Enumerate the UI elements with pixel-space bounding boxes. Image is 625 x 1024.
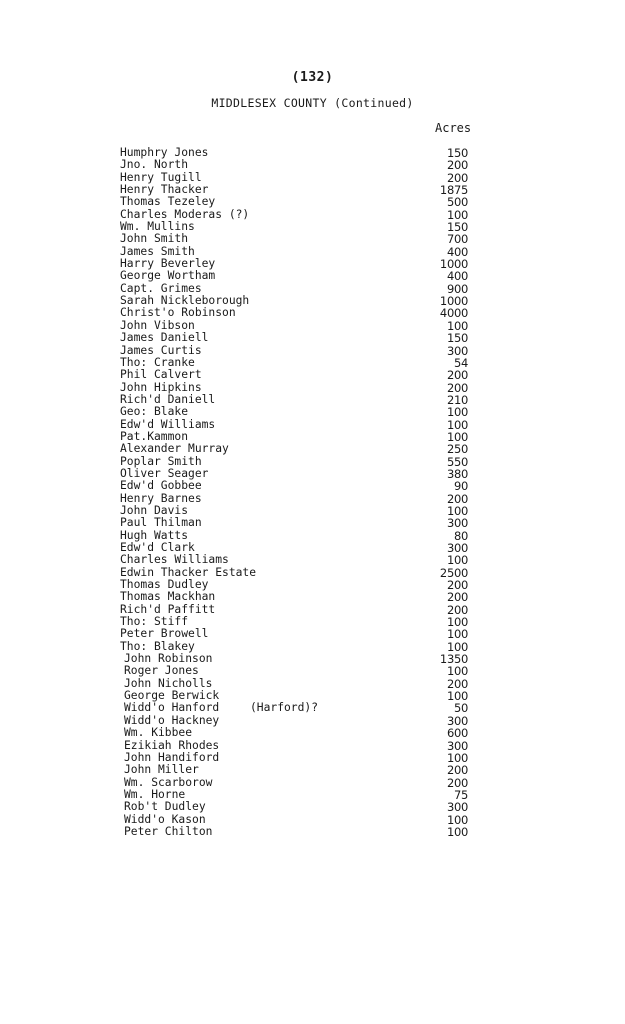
list-item xyxy=(0,789,625,801)
acreage-value: 100 xyxy=(446,553,468,568)
list-item xyxy=(0,517,625,529)
list-item xyxy=(0,591,625,603)
acreage-value: 300 xyxy=(446,800,468,815)
landholder-name: Widd'o Hanford xyxy=(124,701,220,715)
landholder-name: James Daniell xyxy=(120,331,209,345)
acreage-value: 500 xyxy=(446,195,468,210)
acreage-value: 300 xyxy=(446,541,468,555)
list-item xyxy=(0,715,625,727)
list-item xyxy=(0,777,625,789)
entry-note: (Harford)? xyxy=(250,701,319,715)
list-item xyxy=(0,567,625,579)
list-item xyxy=(0,394,625,406)
list-item xyxy=(0,184,625,196)
acreage-value: 80 xyxy=(453,528,468,543)
acreage-value: 210 xyxy=(446,392,468,407)
acreage-value: 100 xyxy=(446,207,468,222)
list-item xyxy=(0,579,625,591)
landholder-name: John Smith xyxy=(120,232,189,246)
landholder-name: George Berwick xyxy=(124,689,220,703)
landholder-name: Henry Tugill xyxy=(120,170,202,184)
list-item xyxy=(0,801,625,813)
list-item xyxy=(0,505,625,517)
acreage-value: 250 xyxy=(446,442,468,457)
landholder-name: John Vibson xyxy=(120,318,195,332)
list-item xyxy=(0,653,625,665)
acreage-value: 100 xyxy=(446,639,468,654)
acreage-value: 200 xyxy=(446,380,468,395)
acreage-value: 380 xyxy=(446,466,468,481)
acreage-value: 400 xyxy=(446,244,468,259)
acreage-value: 150 xyxy=(446,146,468,160)
acreage-value: 100 xyxy=(446,750,468,765)
acreage-value: 150 xyxy=(446,220,468,235)
list-item xyxy=(0,443,625,455)
list-item xyxy=(0,320,625,332)
list-item xyxy=(0,406,625,418)
acreage-value: 900 xyxy=(446,281,468,296)
landholder-name: George Wortham xyxy=(120,269,216,283)
acreage-value: 100 xyxy=(446,405,468,420)
landholder-name: Rob't Dudley xyxy=(124,800,206,814)
acreage-value: 300 xyxy=(446,516,468,531)
landholder-name: Pat.Kammon xyxy=(120,429,189,443)
acreage-value: 100 xyxy=(446,689,468,704)
landholder-name: James Smith xyxy=(120,244,195,258)
acreage-value: 90 xyxy=(453,479,468,494)
landholder-name: Tho: Stiff xyxy=(120,615,189,629)
acreage-value: 200 xyxy=(446,158,468,173)
list-item xyxy=(0,332,625,344)
list-item xyxy=(0,270,625,282)
landholder-name: Sarah Nickleborough xyxy=(120,294,250,308)
landholder-name: Thomas Mackhan xyxy=(120,590,216,604)
acreage-value: 100 xyxy=(446,417,468,432)
acreage-value: 200 xyxy=(446,602,468,617)
list-item xyxy=(0,431,625,443)
landholder-name: Geo: Blake xyxy=(120,405,189,419)
landholder-name: John Handiford xyxy=(124,750,220,764)
list-item xyxy=(0,826,625,838)
list-item xyxy=(0,665,625,677)
list-item xyxy=(0,147,625,159)
landholder-name: Wm. Horne xyxy=(124,787,186,801)
acreage-value: 1350 xyxy=(439,652,468,667)
landholder-name: Poplar Smith xyxy=(120,454,202,468)
acreage-value: 2500 xyxy=(439,565,468,580)
list-item xyxy=(0,616,625,628)
acreage-value: 700 xyxy=(446,232,468,247)
landholder-name: Peter Chilton xyxy=(124,824,213,838)
list-item xyxy=(0,727,625,739)
landholder-name: James Curtis xyxy=(120,343,202,357)
list-item xyxy=(0,456,625,468)
acreage-value: 1000 xyxy=(439,257,468,272)
landholder-name: Phil Calvert xyxy=(120,368,202,382)
landholder-name: Wm. Kibbee xyxy=(124,726,193,740)
list-item xyxy=(0,641,625,653)
acreage-value: 1000 xyxy=(439,294,468,309)
list-item xyxy=(0,542,625,554)
acreage-value: 200 xyxy=(446,170,468,185)
acreage-value: 300 xyxy=(446,713,468,728)
list-item xyxy=(0,702,625,714)
landholder-name: Tho: Cranke xyxy=(120,355,195,369)
landholder-name: Oliver Seager xyxy=(120,466,209,480)
landholder-name: Capt. Grimes xyxy=(120,281,202,295)
landholder-list xyxy=(0,147,625,838)
acreage-value: 100 xyxy=(446,429,468,444)
list-item xyxy=(0,382,625,394)
landholder-name: Wm. Mullins xyxy=(120,220,195,234)
landholder-name: Ezikiah Rhodes xyxy=(124,738,220,752)
landholder-name: Thomas Tezeley xyxy=(120,195,216,209)
landholder-name: John Davis xyxy=(120,503,189,517)
list-item xyxy=(0,258,625,270)
landholder-name: Charles Williams xyxy=(120,553,229,567)
landholder-name: Charles Moderas (?) xyxy=(120,207,250,221)
landholder-name: Harry Beverley xyxy=(120,257,216,271)
landholder-name: John Miller xyxy=(124,763,199,777)
landholder-name: Edwin Thacker Estate xyxy=(120,565,257,579)
landholder-name: Wm. Scarborow xyxy=(124,775,213,789)
acreage-value: 200 xyxy=(446,578,468,593)
landholder-name: Rich'd Paffitt xyxy=(120,602,216,616)
landholder-name: Hugh Watts xyxy=(120,528,189,542)
landholder-name: Widd'o Hackney xyxy=(124,713,220,727)
landholder-name: Jno. North xyxy=(120,158,189,172)
list-item xyxy=(0,159,625,171)
landholder-name: Peter Browell xyxy=(120,627,209,641)
list-item xyxy=(0,628,625,640)
acreage-value: 200 xyxy=(446,368,468,383)
acreage-value: 200 xyxy=(446,676,468,691)
landholder-name: John Hipkins xyxy=(120,380,202,394)
acreage-value: 100 xyxy=(446,503,468,518)
list-item xyxy=(0,209,625,221)
list-item xyxy=(0,814,625,826)
acreage-value: 200 xyxy=(446,590,468,605)
acreage-value: 100 xyxy=(446,812,468,827)
list-item xyxy=(0,480,625,492)
acreage-value: 600 xyxy=(446,726,468,741)
landholder-name: Widd'o Kason xyxy=(124,812,206,826)
acreage-value: 200 xyxy=(446,491,468,506)
list-item xyxy=(0,246,625,258)
acreage-value: 550 xyxy=(446,454,468,469)
landholder-name: Henry Barnes xyxy=(120,491,202,505)
list-item xyxy=(0,604,625,616)
acres-column-header: Acres xyxy=(435,121,472,135)
list-item xyxy=(0,357,625,369)
acreage-value: 150 xyxy=(446,331,468,346)
acreage-value: 300 xyxy=(446,343,468,358)
list-item xyxy=(0,295,625,307)
list-item xyxy=(0,678,625,690)
list-item xyxy=(0,196,625,208)
acreage-value: 200 xyxy=(446,763,468,778)
list-item xyxy=(0,345,625,357)
landholder-name: Thomas Dudley xyxy=(120,578,209,592)
acreage-value: 300 xyxy=(446,738,468,753)
list-item xyxy=(0,740,625,752)
acreage-value: 100 xyxy=(446,627,468,642)
acreage-value: 100 xyxy=(446,664,468,679)
landholder-name: Rich'd Daniell xyxy=(120,392,216,406)
acreage-value: 400 xyxy=(446,269,468,284)
list-item xyxy=(0,307,625,319)
page-title: MIDDLESEX COUNTY (Continued) xyxy=(211,96,414,110)
landholder-name: Edw'd Gobbee xyxy=(120,479,202,493)
list-item xyxy=(0,369,625,381)
landholder-name: Henry Thacker xyxy=(120,183,209,197)
acreage-value: 100 xyxy=(446,615,468,630)
acreage-value: 50 xyxy=(453,701,468,716)
list-item xyxy=(0,493,625,505)
landholder-name: John Robinson xyxy=(124,652,213,666)
landholder-name: John Nicholls xyxy=(124,676,213,690)
landholder-name: Edw'd Clark xyxy=(120,541,195,554)
list-item xyxy=(0,764,625,776)
acreage-value: 200 xyxy=(446,775,468,790)
list-item xyxy=(0,752,625,764)
list-item xyxy=(0,468,625,480)
acreage-value: 100 xyxy=(446,824,468,839)
page-number: (132) xyxy=(291,70,334,85)
list-item xyxy=(0,554,625,566)
list-item xyxy=(0,530,625,542)
acreage-value: 54 xyxy=(453,355,468,370)
list-item xyxy=(0,283,625,295)
acreage-value: 1875 xyxy=(439,183,468,198)
landholder-name: Roger Jones xyxy=(124,664,199,678)
list-item xyxy=(0,419,625,431)
list-item xyxy=(0,172,625,184)
landholder-name: Christ'o Robinson xyxy=(120,306,236,320)
acreage-value: 100 xyxy=(446,318,468,333)
landholder-name: Paul Thilman xyxy=(120,516,202,530)
landholder-name: Tho: Blakey xyxy=(120,639,195,653)
landholder-name: Humphry Jones xyxy=(120,146,209,159)
acreage-value: 4000 xyxy=(439,306,468,321)
list-item xyxy=(0,233,625,245)
acreage-value: 75 xyxy=(453,787,468,802)
landholder-name: Alexander Murray xyxy=(120,442,229,456)
list-item xyxy=(0,221,625,233)
landholder-name: Edw'd Williams xyxy=(120,417,216,431)
